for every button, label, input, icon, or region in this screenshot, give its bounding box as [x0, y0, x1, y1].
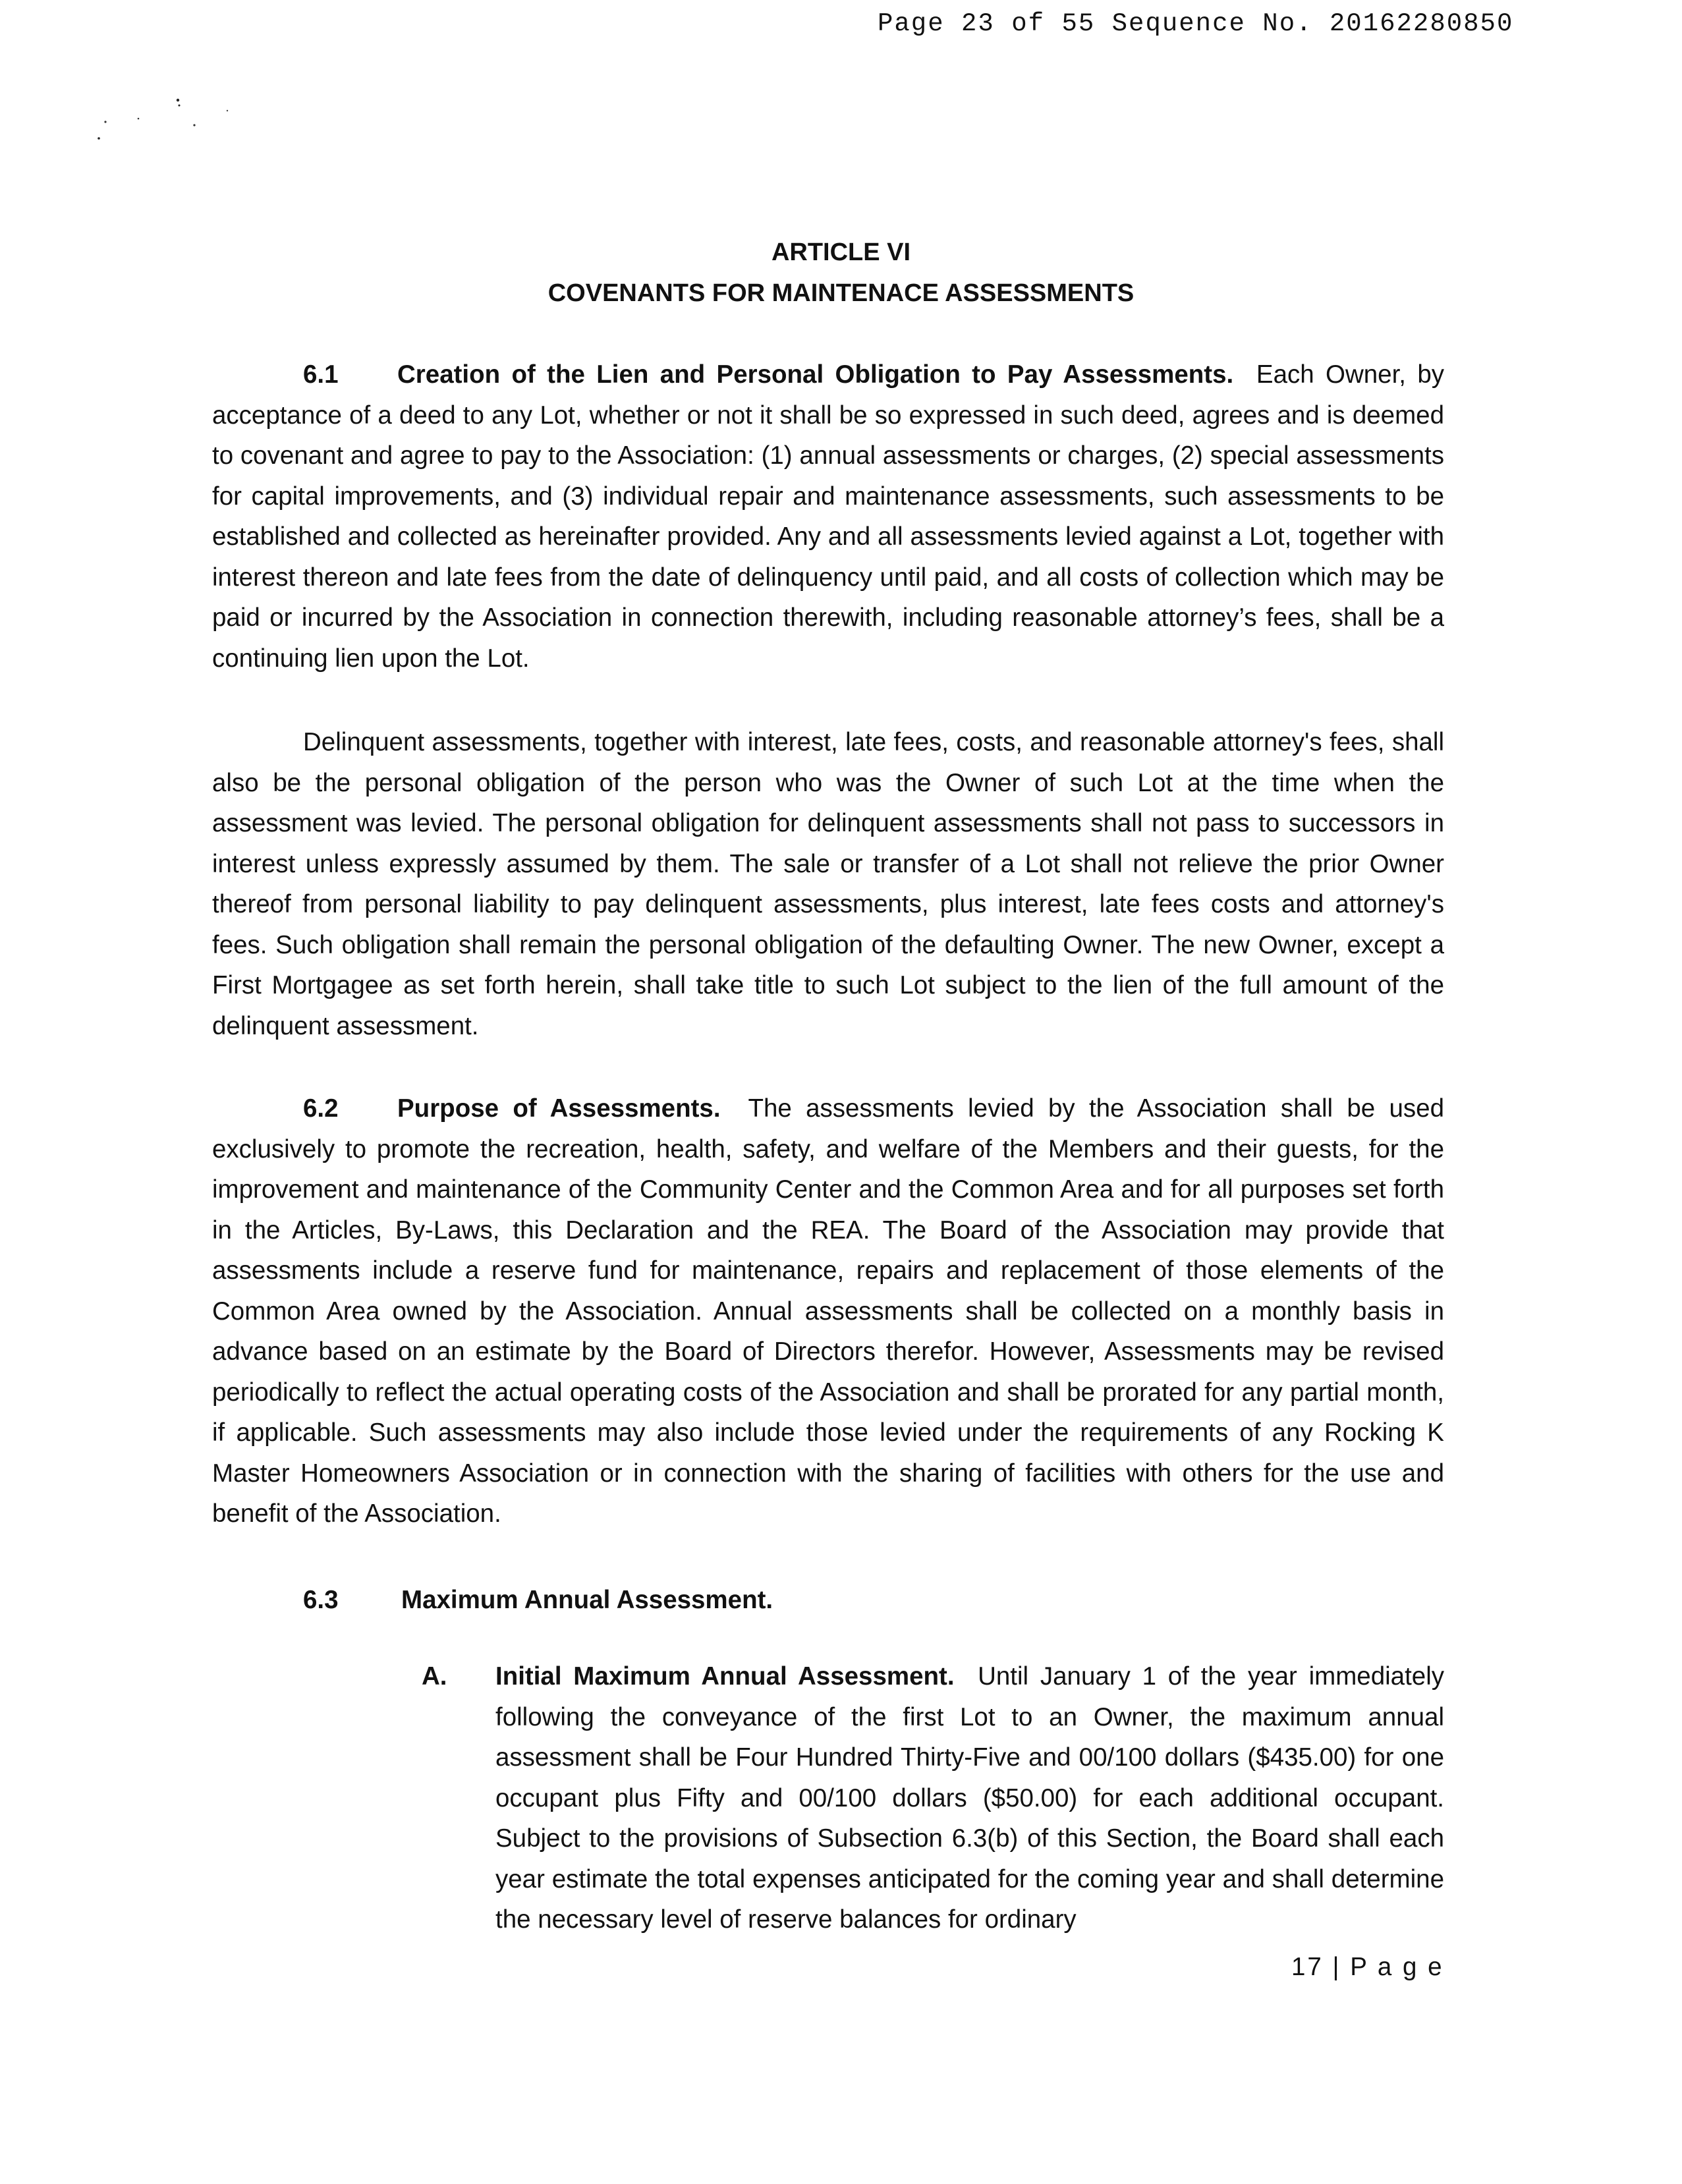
subsection-6-3-a-text: Until January 1 of the year immediately following the conveyance of the first Lot to an Owner, the maximum annual assessment shall be Four Hundred Thirty-Five and 00/100 dollars ($435.00) for one occupant plus Fifty and 00/100 dollars ($50.00) for each additional occupant. Subject to the provisions of Subsection 6.3(b) of this Section, the Board shall each year estimate the total expenses anticipated for the coming year and shall determine the necessary level of reserve balances for ordinary [495, 1662, 1444, 1934]
page-number: 17 | P a g e [1291, 1953, 1444, 1981]
section-6-1-number: 6.1 [303, 360, 339, 389]
section-6-2-paragraph [212, 1088, 1444, 1534]
section-6-1-title: Creation of the Lien and Personal Obligation to Pay Assessments. [397, 360, 1234, 389]
article-number: ARTICLE VI [771, 238, 911, 266]
section-6-3-title: Maximum Annual Assessment. [401, 1586, 773, 1614]
subsection-6-3-a-body [495, 1656, 1444, 1940]
section-6-1-paragraph [212, 354, 1444, 679]
section-6-1-continued [212, 722, 1444, 1046]
section-6-3-number: 6.3 [303, 1586, 339, 1614]
section-6-1 [212, 354, 1444, 679]
section-6-1-text: Each Owner, by acceptance of a deed to any Lot, whether or not it shall be so expressed in such deed, agrees and is deemed to covenant and agree to pay to the Association: (1) annual assessments or charges, (2) special assessments for capital improvements, and (3) individual repair and maintenance assessments, such assessments to be established and collected as hereinafter provided. Any and all assessments levied against a Lot, together with interest thereon and late fees from the date of delinquency until paid, and all costs of collection which may be paid or incurred by the Association in connection therewith, including reasonable attorney’s fees, shall be a continuing lien upon the Lot. [212, 360, 1444, 673]
section-6-2 [212, 1088, 1444, 1534]
subsection-6-3-a-title: Initial Maximum Annual Assessment. [495, 1662, 955, 1691]
article-heading [0, 232, 1682, 314]
section-6-2-title: Purpose of Assessments. [397, 1094, 721, 1123]
scan-specks [86, 86, 257, 158]
section-6-3-heading [303, 1580, 773, 1621]
subsection-6-3-a-letter: A. [422, 1662, 447, 1691]
section-6-2-text: The assessments levied by the Association shall be used exclusively to promote the recreation, health, safety, and welfare of the Members and their guests, for the improvement and maintenance of the Community Center and the Common Area and for all purposes set forth in the Articles, By-Laws, this Declaration and the REA. The Board of the Association may provide that assessments include a reserve fund for maintenance, repairs and replacement of those elements of the Common Area owned by the Association. Annual assessments shall be collected on a monthly basis in advance based on an estimate by the Board of Directors therefor. However, Assessments may be revised periodically to reflect the actual operating costs of the Association and shall be prorated for any partial month, if applicable. Such assessments may also include those levied under the requirements of any Rocking K Master Homeowners Association or in connection with the sharing of facilities with others for the use and benefit of the Association. [212, 1094, 1444, 1528]
fax-header: Page 23 of 55 Sequence No. 20162280850 [878, 9, 1514, 38]
section-6-2-number: 6.2 [303, 1094, 339, 1123]
article-title: COVENANTS FOR MAINTENACE ASSESSMENTS [547, 279, 1135, 307]
subsection-6-3-a [422, 1656, 1444, 1940]
section-6-1-paragraph-2: Delinquent assessments, together with interest, late fees, costs, and reasonable attorney's fees, shall also be the personal obligation of the person who was the Owner of such Lot at the time when the assessment was levied. The personal obligation for delinquent assessments shall not pass to successors in interest unless expressly assumed by them. The sale or transfer of a Lot shall not relieve the prior Owner thereof from personal liability to pay delinquent assessments, plus interest, late fees costs and attorney's fees. Such obligation shall remain the personal obligation of the defaulting Owner. The new Owner, except a First Mortgagee as set forth herein, shall take title to such Lot subject to the lien of the full amount of the delinquent assessment. [212, 728, 1444, 1040]
